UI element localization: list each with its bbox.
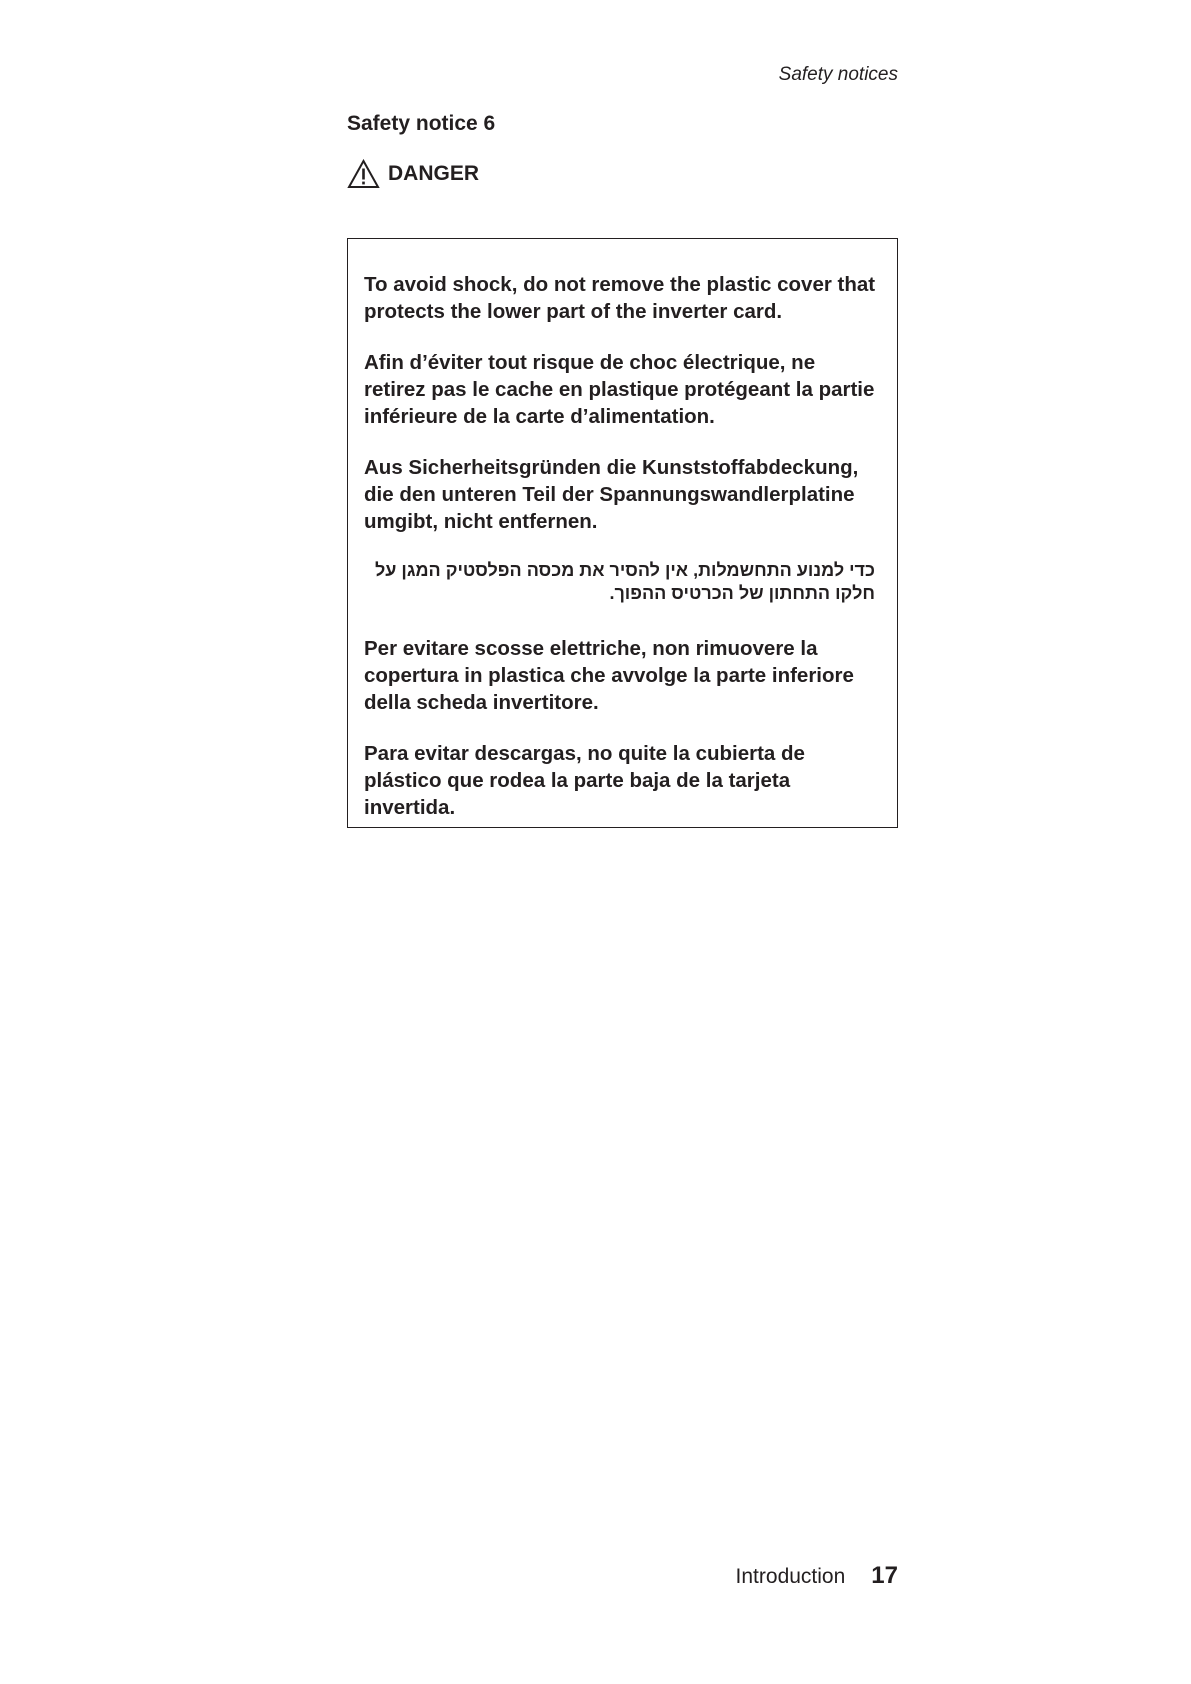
page-number: 17 [871, 1562, 898, 1589]
warning-triangle-icon [347, 159, 380, 189]
notice-title: Safety notice 6 [347, 112, 496, 135]
danger-heading [347, 158, 479, 190]
notice-text-french: Afin d’éviter tout risque de choc électrique, ne retirez pas le cache en plastique protégeant la partie inférieure de la carte d’alimentation. [364, 351, 875, 428]
danger-notice-box [347, 238, 898, 828]
notice-text-italian: Per evitare scosse elettriche, non rimuovere la copertura in plastica che avvolge la parte inferiore della scheda invertitore. [364, 637, 854, 714]
running-header: Safety notices [778, 64, 898, 85]
footer-section-label: Introduction [735, 1565, 846, 1588]
notice-text-spanish: Para evitar descargas, no quite la cubierta de plástico que rodea la parte baja de la tarjeta invertida. [364, 742, 805, 819]
notice-text-hebrew: כדי למנוע התחשמלות, אין להסיר את מכסה הפלסטיק המגן על חלקו התחתון של הכרטיס ההפוך. [375, 560, 875, 603]
danger-label: DANGER [388, 162, 480, 185]
notice-text-english: To avoid shock, do not remove the plastic cover that protects the lower part of the inverter card. [364, 273, 876, 323]
notice-text-german: Aus Sicherheitsgründen die Kunststoffabdeckung, die den unteren Teil der Spannungswandlerplatine umgibt, nicht entfernen. [364, 456, 859, 533]
page-footer [736, 1562, 898, 1590]
